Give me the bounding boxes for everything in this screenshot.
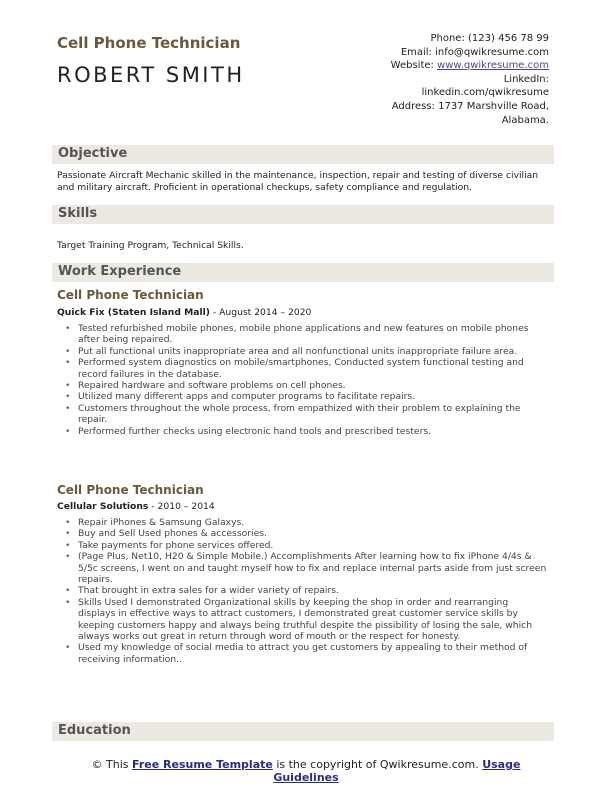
linkedin-label: LinkedIn: [503,73,549,85]
skills-heading: Skills [58,206,98,221]
list-item: • Skills Used I demonstrated Organizational skills by keeping the shop in order and rearranging displays in effective ways to attract customers, I demonstrated great customer service skills by keeping customers happy and always being truthful despite the pissibility of losing the sale, which always works out great in return through word of mouth or the respect for honesty. [57,597,547,643]
job-1-bullets [57,323,547,437]
list-item: • Repaired hardware and software problems on cell phones. [57,380,547,391]
list-item: • Utilized many different apps and computer programs to facilitate repairs. [57,391,547,402]
job-1-title: Cell Phone Technician [57,288,204,302]
list-item: • (Page Plus, Net10, H20 & Simple Mobile.) Accomplishments After learning how to fix iPhone 4/4s & 5/5c screens, I went on and taught myself how to fix and replace internal parts aside from just screen repairs. [57,551,547,585]
job-1-dates: - August 2014 – 2020 [209,307,312,318]
contact-website [309,59,549,73]
email-value: info@qwikresume.com [435,46,549,58]
address-label: Address: [391,100,435,112]
usage-guidelines-link[interactable]: Usage Guidelines [273,758,521,784]
contact-email [309,46,549,60]
copyright-footer [60,758,552,784]
phone-value: (123) 456 78 99 [468,33,549,44]
list-item: • Buy and Sell Used phones & accessories. [57,528,547,539]
free-resume-template-link[interactable]: Free Resume Template [132,758,273,771]
list-item: • Customers throughout the whole process, from empathized with their problem to explaining the repair. [57,403,547,426]
job-2-bullets [57,517,547,665]
phone-label: Phone: [430,33,465,44]
contact-block [309,32,549,127]
objective-heading: Objective [58,146,128,161]
contact-phone [309,32,549,46]
objective-text: Passionate Aircraft Mechanic skilled in the maintenance, inspection, repair and testing of diverse civilian and military aircraft. Proficient in operational checkups, safety compliance and regulation. [57,170,539,193]
job-2-title: Cell Phone Technician [57,483,204,497]
job-1-company: Quick Fix (Staten Island Mall) [57,307,210,318]
list-item: • Performed system diagnostics on mobile/smartphones, Conducted system functional testing and record failures in the database. [57,357,547,380]
address-line2: Alabama. [501,114,549,126]
job-1-meta [57,307,311,318]
header-job-title: Cell Phone Technician [57,34,241,52]
candidate-name: ROBERT SMITH [57,63,245,87]
job-2-dates: - 2010 – 2014 [148,501,215,512]
list-item: • That brought in extra sales for a wider variety of repairs. [57,585,547,596]
footer-middle: is the copyright of Qwikresume.com. [272,758,483,771]
list-item: • Tested refurbished mobile phones, mobile phone applications and new features on mobile phones after being repaired. [57,323,547,346]
skills-text: Target Training Program, Technical Skills. [57,240,244,251]
linkedin-value: linkedin.com/qwikresume [421,87,549,99]
list-item: • Take payments for phone services offered. [57,540,547,551]
job-2-company: Cellular Solutions [57,501,149,512]
job-2-meta [57,501,215,512]
list-item: • Put all functional units inappropriate area and all nonfunctional units inappropriate failure area. [57,346,547,357]
address-line1: 1737 Marshville Road, [438,100,549,112]
list-item: • Used my knowledge of social media to attract you get customers by appealing to their method of receiving information.. [57,642,547,665]
list-item: • Performed further checks using electronic hand tools and prescribed testers. [57,426,547,437]
footer-prefix: © This [91,758,133,771]
website-label: Website: [390,60,434,72]
work-heading: Work Experience [58,264,182,279]
skills-band [52,205,554,224]
education-heading: Education [58,723,131,738]
contact-address [309,100,549,114]
list-item: • Repair iPhones & Samsung Galaxys. [57,517,547,528]
email-label: Email: [400,46,432,58]
website-link[interactable]: www.qwikresume.com [437,60,549,72]
